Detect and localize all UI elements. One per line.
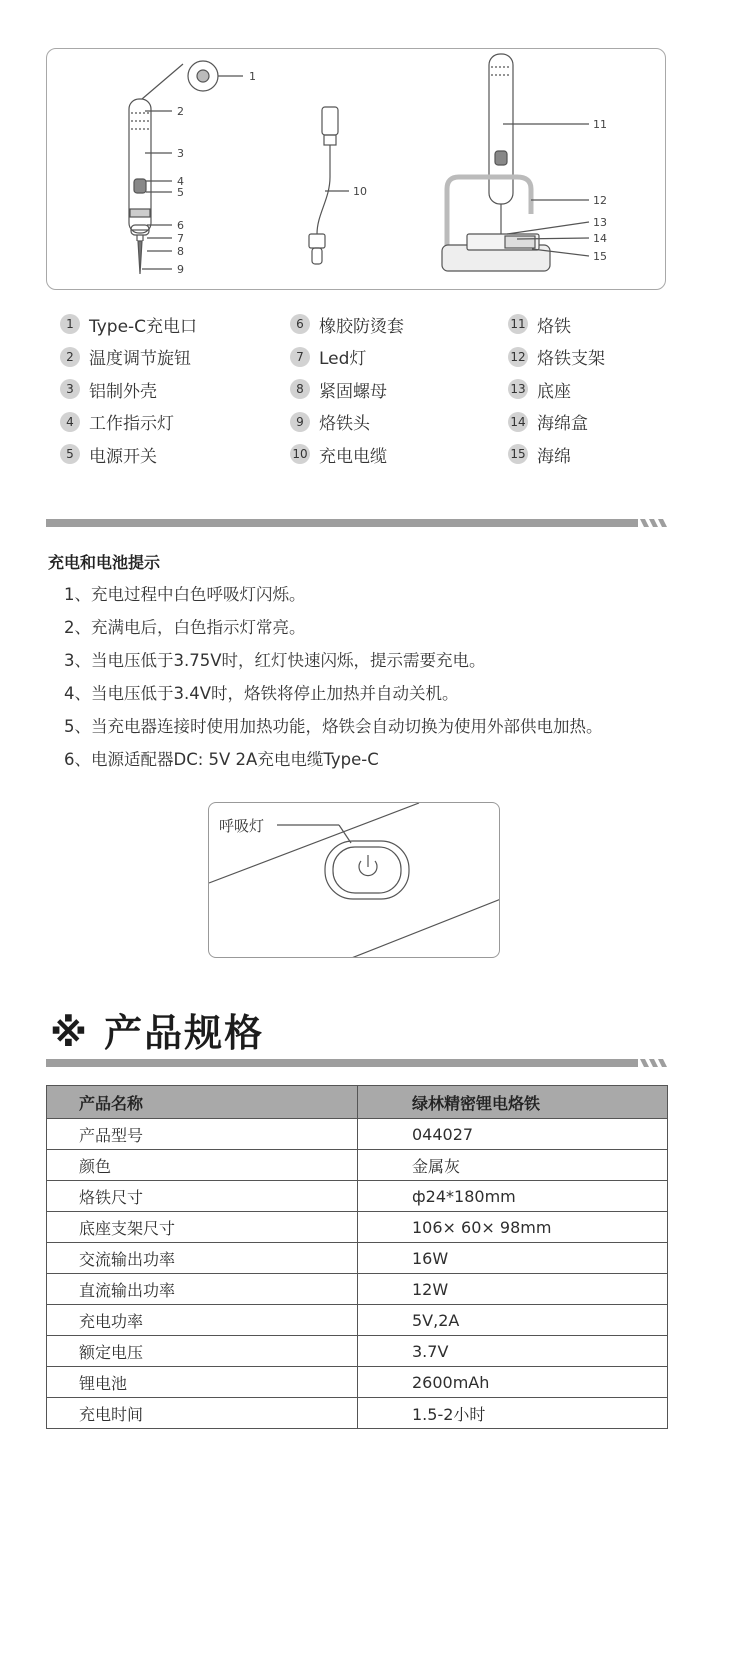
section-divider: [46, 519, 638, 527]
callout-3: 3: [177, 147, 184, 160]
tip-item: 1、充电过程中白色呼吸灯闪烁。: [64, 585, 306, 604]
tips-title: 充电和电池提示: [48, 553, 161, 572]
callout-6: 6: [177, 219, 184, 232]
table-row: [47, 1181, 668, 1212]
part-number-badge: 12: [508, 347, 528, 367]
divider-stripes: [640, 1059, 670, 1067]
table-header-row: [47, 1086, 668, 1119]
part-item: [508, 373, 605, 406]
table-row: [47, 1150, 668, 1181]
section-divider: [46, 1059, 638, 1067]
part-label: 橡胶防烫套: [319, 316, 404, 337]
callout-9: 9: [177, 263, 184, 276]
callout-2: 2: [177, 105, 184, 118]
spec-key: 额定电压: [47, 1336, 358, 1367]
part-number-badge: 11: [508, 314, 528, 334]
part-item: [60, 341, 197, 374]
header-key: 产品名称: [47, 1086, 358, 1119]
callout-10: 10: [353, 185, 367, 198]
callout-5: 5: [177, 186, 184, 199]
spec-key: 产品型号: [47, 1119, 358, 1150]
part-label: Led灯: [319, 349, 367, 370]
part-item: [290, 341, 404, 374]
table-row: [47, 1274, 668, 1305]
spec-key: 充电功率: [47, 1305, 358, 1336]
product-diagram-drawing: [47, 49, 667, 291]
table-row: [47, 1212, 668, 1243]
spec-value: 044027: [358, 1119, 668, 1150]
spec-key: 交流输出功率: [47, 1243, 358, 1274]
part-item: [290, 373, 404, 406]
part-number-badge: 14: [508, 412, 528, 432]
spec-key: 充电时间: [47, 1398, 358, 1429]
spec-key: 颜色: [47, 1150, 358, 1181]
spec-key: 直流输出功率: [47, 1274, 358, 1305]
parts-column-1: [60, 308, 197, 471]
tips-list: [64, 578, 603, 776]
spec-value: 16W: [358, 1243, 668, 1274]
cable-type-c: [312, 248, 322, 264]
part-item: [290, 438, 404, 471]
header-value: 绿林精密锂电烙铁: [358, 1086, 668, 1119]
part-label: Type-C充电口: [89, 316, 198, 337]
spec-value: 12W: [358, 1274, 668, 1305]
tip-item: 4、当电压低于3.4V时，烙铁将停止加热并自动关机。: [64, 684, 459, 703]
table-row: [47, 1336, 668, 1367]
part-item: [60, 308, 197, 341]
callout-4: 4: [177, 175, 184, 188]
tip-item: 5、当充电器连接时使用加热功能，烙铁会自动切换为使用外部供电加热。: [64, 717, 603, 736]
table-row: [47, 1398, 668, 1429]
part-item: [60, 438, 197, 471]
tip-item: 3、当电压低于3.75V时，红灯快速闪烁，提示需要充电。: [64, 651, 486, 670]
part-number-badge: 4: [60, 412, 80, 432]
callout-14: 14: [593, 232, 607, 245]
part-number-badge: 6: [290, 314, 310, 334]
callout-12: 12: [593, 194, 607, 207]
part-label: 温度调节旋钮: [89, 349, 191, 370]
spec-value: 3.7V: [358, 1336, 668, 1367]
product-diagram: [46, 48, 666, 290]
part-label: 烙铁: [537, 316, 571, 337]
spec-value: 1.5-2小时: [358, 1398, 668, 1429]
spec-key: 烙铁尺寸: [47, 1181, 358, 1212]
part-item: [508, 406, 605, 439]
part-number-badge: 1: [60, 314, 80, 334]
callout-1: 1: [249, 70, 256, 83]
part-label: 工作指示灯: [89, 414, 174, 435]
parts-column-2: [290, 308, 404, 471]
part-label: 底座: [537, 381, 571, 402]
specs-heading: ※ 产品规格: [50, 1011, 265, 1055]
spec-value: 金属灰: [358, 1150, 668, 1181]
divider-stripes: [640, 519, 670, 527]
part-label: 铝制外壳: [89, 381, 157, 402]
spec-value: 2600mAh: [358, 1367, 668, 1398]
cable-usb-a: [322, 107, 338, 135]
part-item: [60, 406, 197, 439]
spec-key: 底座支架尺寸: [47, 1212, 358, 1243]
part-item: [60, 373, 197, 406]
part-number-badge: 13: [508, 379, 528, 399]
part-number-badge: 3: [60, 379, 80, 399]
table-row: [47, 1305, 668, 1336]
part-number-badge: 7: [290, 347, 310, 367]
breathing-light-illustration: [208, 802, 500, 958]
callout-11: 11: [593, 118, 607, 131]
table-row: [47, 1243, 668, 1274]
part-label: 电源开关: [89, 446, 157, 467]
callout-8: 8: [177, 245, 184, 258]
part-item: [290, 406, 404, 439]
part-item: [290, 308, 404, 341]
part-label: 烙铁支架: [537, 349, 605, 370]
part-label: 紧固螺母: [319, 381, 387, 402]
part-label: 充电电缆: [319, 446, 387, 467]
tip-item: 6、电源适配器DC: 5V 2A充电电缆Type-C: [64, 750, 379, 769]
tip-item: 2、充满电后，白色指示灯常亮。: [64, 618, 306, 637]
part-number-badge: 2: [60, 347, 80, 367]
part-label: 海绵盒: [537, 414, 588, 435]
part-item: [508, 341, 605, 374]
part-number-badge: 15: [508, 444, 528, 464]
part-number-badge: 5: [60, 444, 80, 464]
part-label: 烙铁头: [319, 414, 370, 435]
iron-body-right: [489, 54, 513, 204]
spec-value: 106× 60× 98mm: [358, 1212, 668, 1243]
part-item: [508, 438, 605, 471]
part-number-badge: 8: [290, 379, 310, 399]
table-row: [47, 1367, 668, 1398]
specs-table: [46, 1085, 668, 1429]
breathing-light-label: 呼吸灯: [219, 817, 265, 835]
part-number-badge: 10: [290, 444, 310, 464]
spec-value: 5V,2A: [358, 1305, 668, 1336]
callout-7: 7: [177, 232, 184, 245]
callout-15: 15: [593, 250, 607, 263]
part-label: 海绵: [537, 446, 571, 467]
spec-key: 锂电池: [47, 1367, 358, 1398]
spec-value: ф24*180mm: [358, 1181, 668, 1212]
table-row: [47, 1119, 668, 1150]
part-number-badge: 9: [290, 412, 310, 432]
part-item: [508, 308, 605, 341]
callout-13: 13: [593, 216, 607, 229]
parts-column-3: [508, 308, 605, 471]
